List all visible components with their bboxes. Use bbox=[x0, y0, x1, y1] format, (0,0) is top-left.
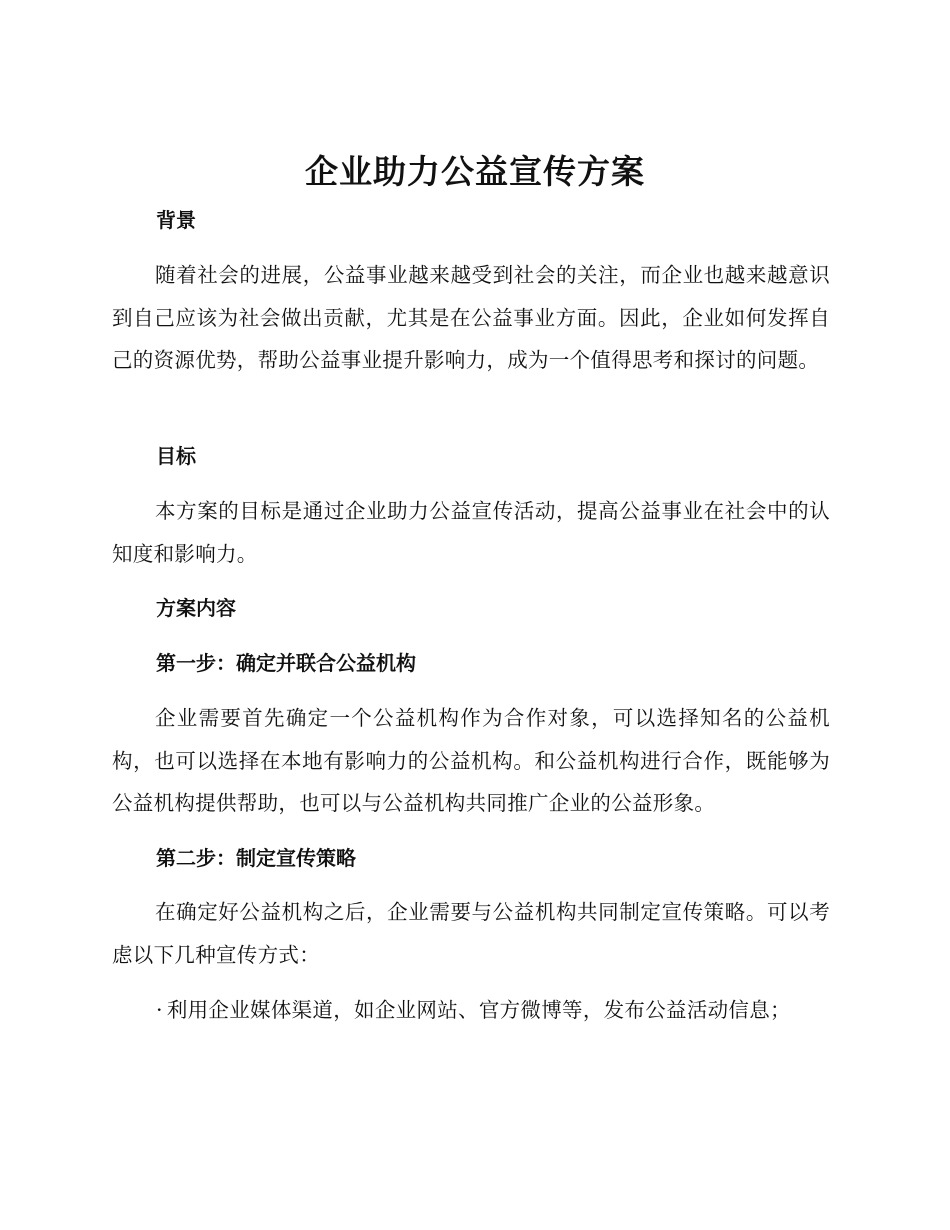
heading-step-2: 第二步：制定宣传策略 bbox=[156, 846, 356, 870]
heading-step-1: 第一步：确定并联合公益机构 bbox=[156, 651, 416, 675]
heading-background: 背景 bbox=[156, 208, 196, 232]
list-item-text: 利用企业媒体渠道，如企业网站、官方微博等，发布公益活动信息； bbox=[166, 998, 791, 1022]
heading-goal: 目标 bbox=[156, 444, 196, 468]
list-item bbox=[156, 989, 791, 1031]
paragraph-step-2: 在确定好公益机构之后，企业需要与公益机构共同制定宣传策略。可以考虑以下几种宣传方式： bbox=[112, 900, 830, 967]
paragraph-background: 随着社会的进展，公益事业越来越受到社会的关注，而企业也越来越意识到自己应该为社会做出贡献，尤其是在公益事业方面。因此，企业如何发挥自己的资源优势，帮助公益事业提升影响力，成为一个值得思考和探讨的问题。 bbox=[112, 263, 830, 372]
document-title: 企业助力公益宣传方案 bbox=[305, 152, 645, 191]
bullet-marker: · bbox=[156, 998, 163, 1022]
heading-plan-content: 方案内容 bbox=[156, 596, 236, 620]
paragraph-step-1: 企业需要首先确定一个公益机构作为合作对象，可以选择知名的公益机构，也可以选择在本地有影响力的公益机构。和公益机构进行合作，既能够为公益机构提供帮助，也可以与公益机构共同推广企业的公益形象。 bbox=[112, 706, 830, 815]
paragraph-goal: 本方案的目标是通过企业助力公益宣传活动，提高公益事业在社会中的认知度和影响力。 bbox=[112, 499, 830, 566]
